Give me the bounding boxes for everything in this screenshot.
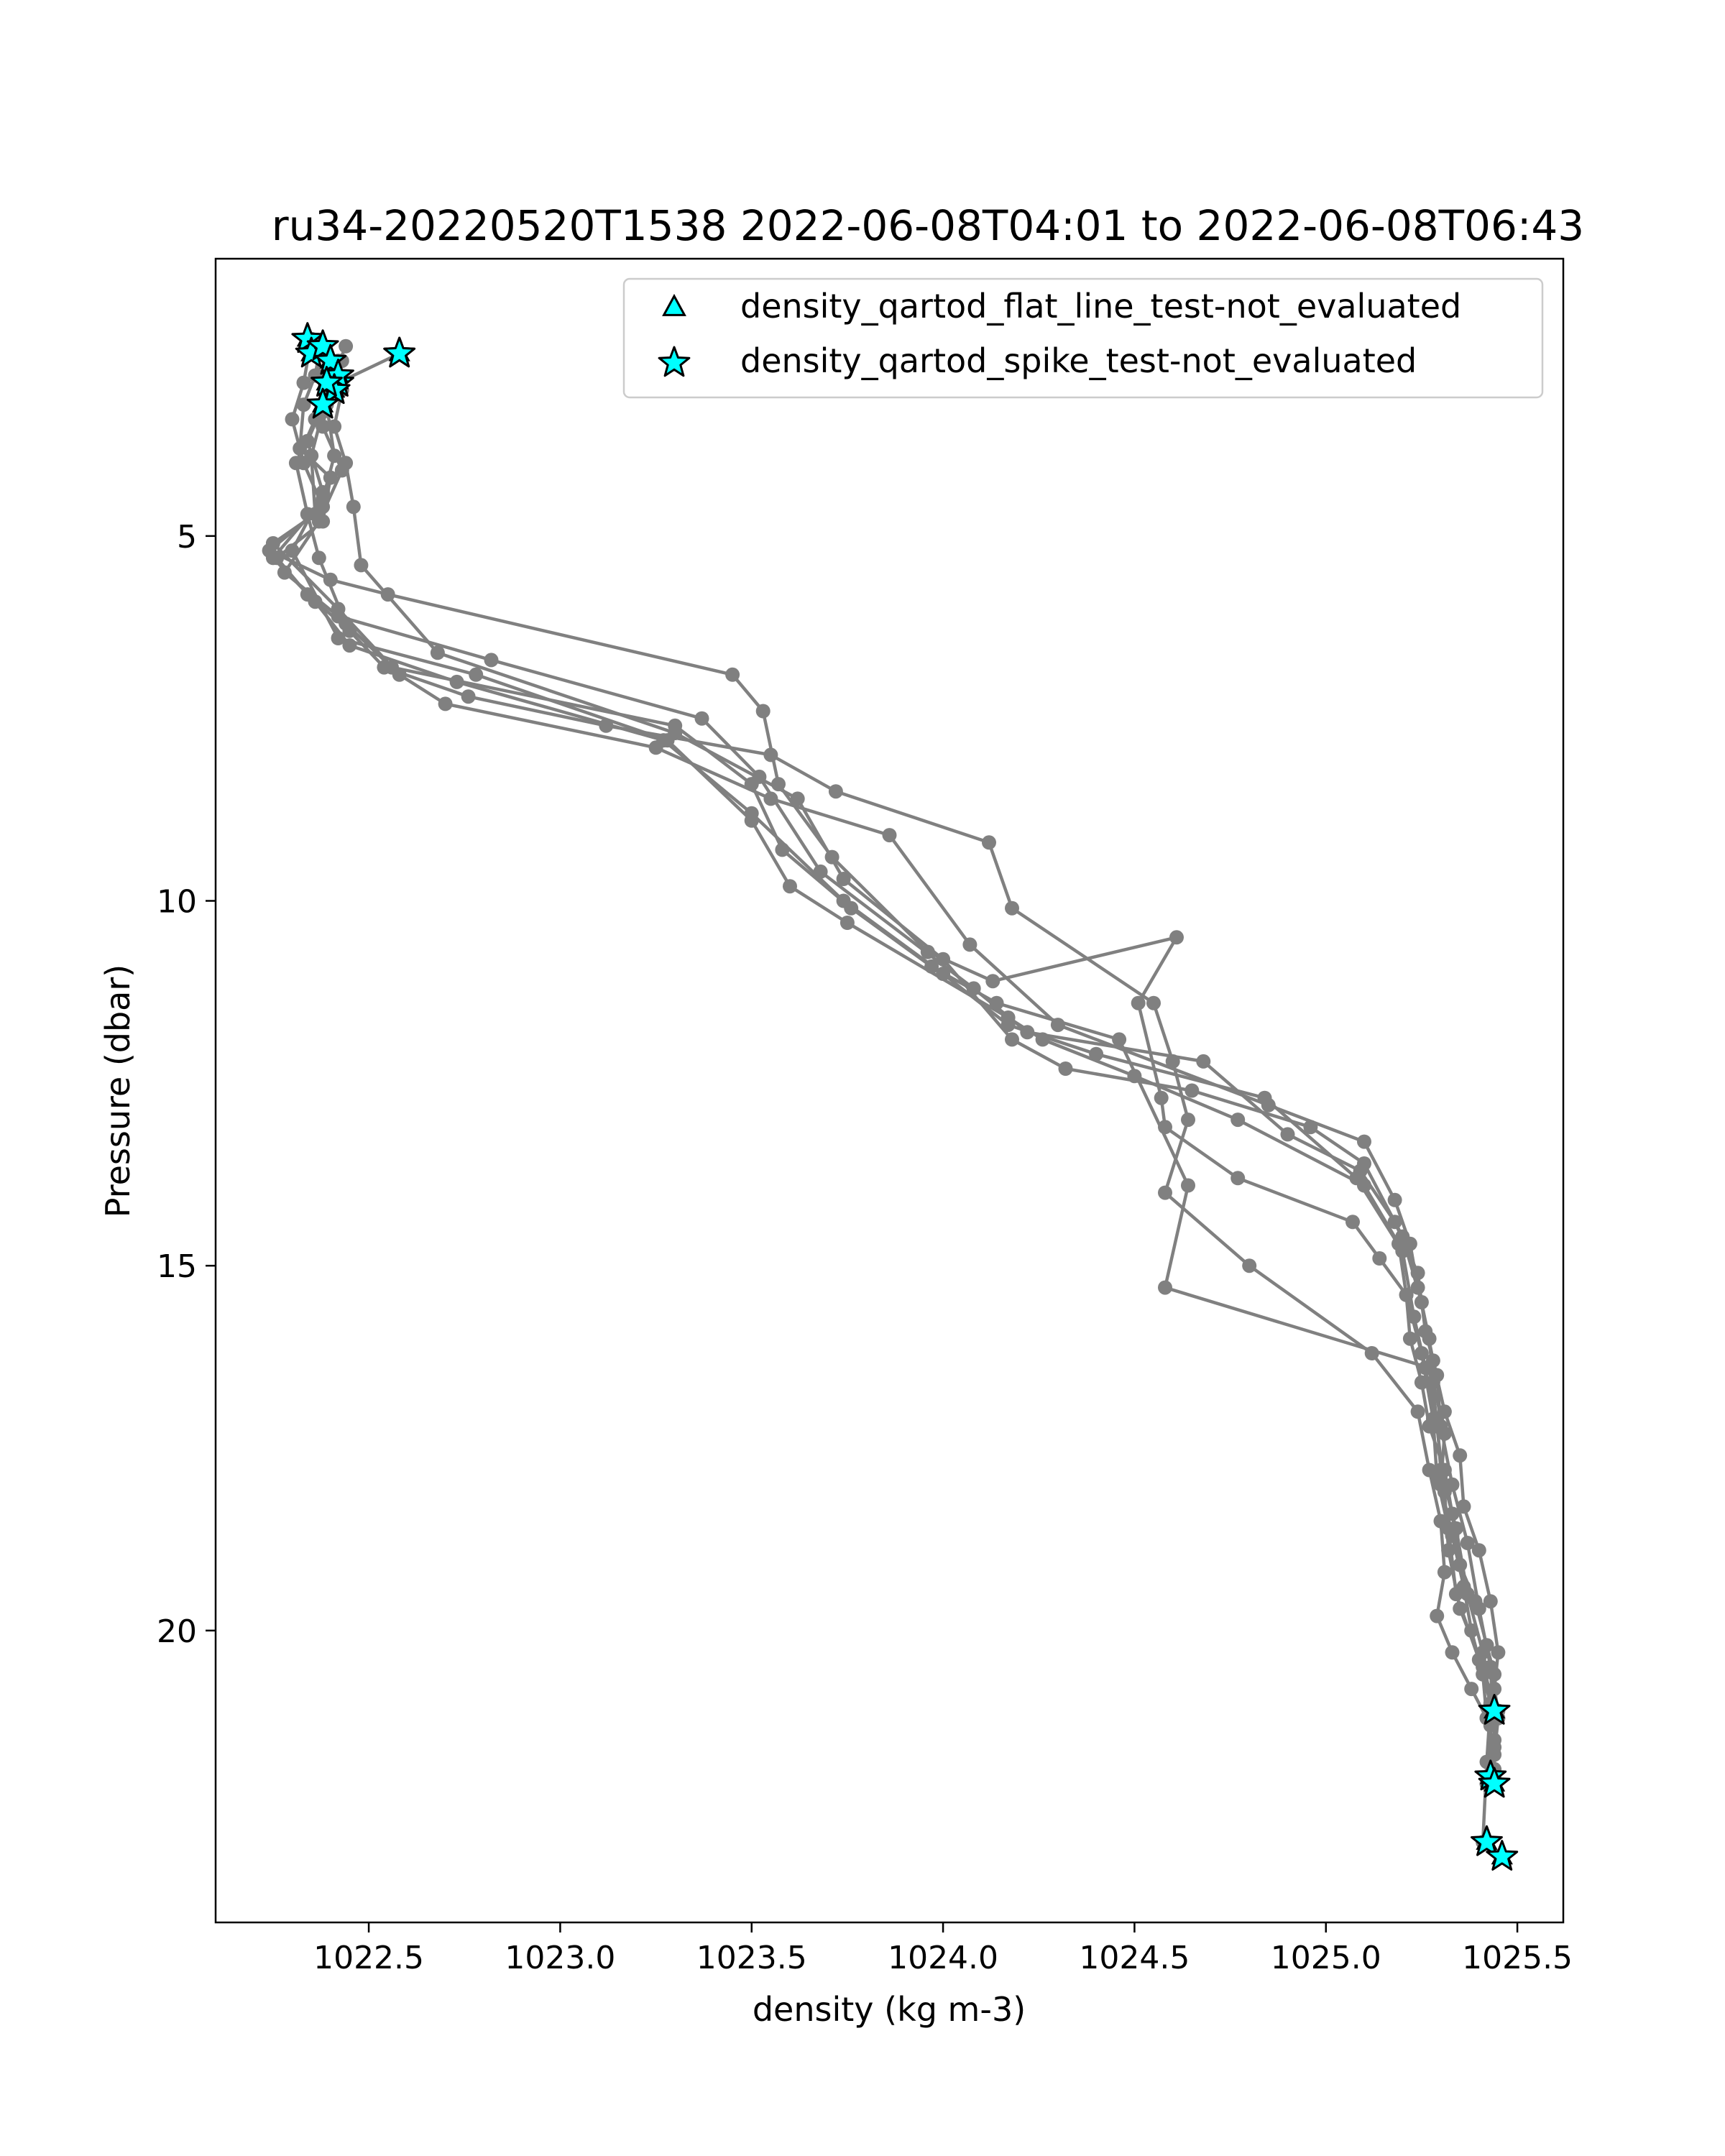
profile-point xyxy=(438,696,453,711)
profile-point xyxy=(1196,1054,1210,1069)
profile-point xyxy=(1453,1448,1467,1462)
profile-point xyxy=(381,587,395,602)
profile-point xyxy=(962,937,977,952)
profile-point xyxy=(844,901,858,916)
x-axis-label: density (kg m-3) xyxy=(752,1990,1026,2029)
profile-point xyxy=(266,536,280,550)
profile-point xyxy=(924,959,939,974)
profile-point xyxy=(469,668,483,682)
profile-point xyxy=(1407,1309,1421,1324)
profile-point xyxy=(745,777,759,791)
profile-point xyxy=(1131,996,1146,1010)
profile-point xyxy=(1464,1682,1478,1696)
profile-point xyxy=(668,719,682,733)
profile-point xyxy=(1346,1215,1360,1229)
legend-label-flat-line: density_qartod_flat_line_test-not_evaluated xyxy=(740,287,1462,326)
profile-point xyxy=(1230,1171,1245,1185)
profile-point xyxy=(1184,1084,1199,1098)
profile-point xyxy=(277,566,292,580)
profile-point xyxy=(289,456,303,470)
profile-point xyxy=(1372,1251,1386,1266)
profile-point xyxy=(1154,1091,1169,1105)
profile-point xyxy=(300,507,315,521)
chart-title: ru34-20220520T1538 2022-06-08T04:01 to 2022-06-08T06:43 xyxy=(271,201,1585,250)
profile-point xyxy=(354,558,368,572)
profile-point xyxy=(339,617,353,631)
profile-point xyxy=(1258,1091,1272,1105)
profile-point xyxy=(1430,1411,1444,1426)
profile-point xyxy=(783,879,797,893)
profile-point xyxy=(725,668,740,682)
legend xyxy=(624,279,1542,397)
profile-point xyxy=(829,784,843,798)
x-tick-label: 1023.0 xyxy=(505,1940,616,1976)
profile-point xyxy=(656,733,671,747)
x-tick-label: 1023.5 xyxy=(696,1940,807,1976)
profile-point xyxy=(385,660,399,675)
x-tick-label: 1025.5 xyxy=(1462,1940,1573,1976)
profile-point xyxy=(1449,1521,1463,1536)
profile-point xyxy=(342,638,356,653)
profile-point xyxy=(1089,1047,1103,1061)
profile-point xyxy=(346,499,361,514)
profile-point xyxy=(461,689,476,704)
profile-point xyxy=(1418,1325,1432,1339)
profile-point xyxy=(297,376,311,390)
profile-point xyxy=(316,492,330,507)
x-tick-label: 1022.5 xyxy=(313,1940,425,1976)
profile-point xyxy=(1453,1601,1467,1616)
profile-point xyxy=(990,996,1004,1010)
profile-point xyxy=(1430,1609,1444,1623)
profile-point xyxy=(312,550,326,565)
y-tick-label: 5 xyxy=(177,518,197,556)
profile-point xyxy=(1158,1281,1172,1295)
profile-point xyxy=(1411,1266,1425,1280)
profile-point xyxy=(982,835,996,849)
profile-point xyxy=(1388,1215,1402,1229)
profile-point xyxy=(771,777,786,791)
profile-point xyxy=(1230,1112,1245,1127)
profile-point xyxy=(1395,1244,1409,1258)
profile-point xyxy=(1001,1018,1016,1032)
profile-point xyxy=(339,339,353,354)
profile-point xyxy=(1388,1193,1402,1207)
profile-point xyxy=(1357,1135,1371,1149)
profile-point xyxy=(1281,1127,1295,1141)
profile-point xyxy=(1460,1587,1475,1601)
profile-point xyxy=(825,850,840,865)
profile-point xyxy=(1445,1645,1460,1659)
profile-point xyxy=(1441,1543,1455,1557)
profile-point xyxy=(1005,1032,1019,1046)
profile-point xyxy=(1460,1536,1475,1550)
profile-point xyxy=(1422,1360,1437,1375)
x-tick-label: 1024.5 xyxy=(1079,1940,1190,1976)
profile-point xyxy=(1411,1404,1425,1419)
profile-point xyxy=(1349,1171,1363,1185)
y-tick-label: 20 xyxy=(157,1613,197,1650)
y-tick-label: 15 xyxy=(157,1248,197,1286)
profile-point xyxy=(335,464,349,478)
profile-point xyxy=(266,550,280,565)
profile-point xyxy=(1438,1565,1452,1580)
y-axis-label: Pressure (dbar) xyxy=(98,964,137,1218)
profile-point xyxy=(327,448,341,463)
profile-point xyxy=(775,842,789,857)
x-tick-label: 1024.0 xyxy=(888,1940,999,1976)
profile-point xyxy=(985,974,1000,988)
profile-point xyxy=(1476,1645,1490,1659)
profile-point xyxy=(1242,1258,1256,1273)
profile-point xyxy=(1434,1463,1448,1478)
profile-point xyxy=(1059,1061,1073,1076)
y-tick-label: 10 xyxy=(157,883,197,921)
profile-point xyxy=(285,412,300,426)
profile-point xyxy=(695,711,709,726)
profile-point xyxy=(308,594,323,609)
profile-point xyxy=(1112,1032,1126,1046)
profile-point xyxy=(1181,1112,1195,1127)
legend-label-spike: density_qartod_spike_test-not_evaluated xyxy=(740,341,1417,380)
profile-point xyxy=(840,916,855,930)
profile-point xyxy=(745,806,759,821)
x-tick-label: 1025.0 xyxy=(1270,1940,1381,1976)
profile-point xyxy=(1158,1186,1172,1200)
profile-point xyxy=(1169,930,1184,944)
profile-point xyxy=(1005,901,1019,916)
profile-point xyxy=(484,653,499,667)
profile-point xyxy=(756,704,770,719)
profile-point xyxy=(1181,1179,1195,1193)
profile-point xyxy=(883,828,897,842)
profile-point xyxy=(1146,996,1161,1010)
